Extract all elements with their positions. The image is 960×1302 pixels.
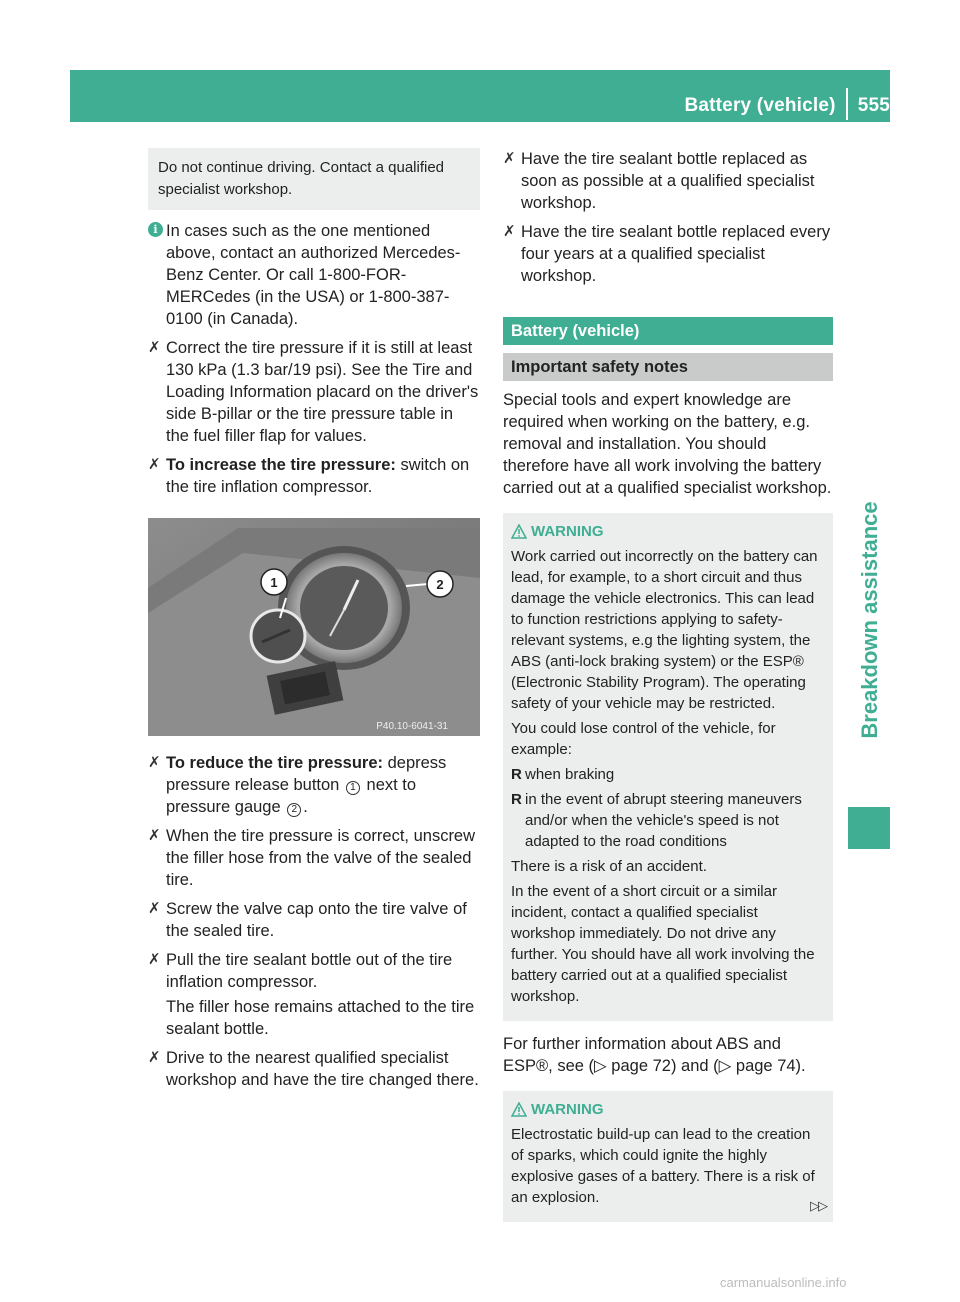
step-bold: To reduce the tire pressure: (166, 754, 384, 772)
warning-text: In the event of a short circuit or a similar incident, contact a qualified specialist workshop immediately. Do not drive any further. You should have all work involving the battery carried out at a qualified specialist workshop. (511, 883, 815, 1005)
step-text: Have the tire sealant bottle replaced every four years at a qualified specialist workshop. (521, 223, 831, 285)
photo-code: P40.10-6041-31 (376, 721, 448, 732)
warning-text: You could lose control of the vehicle, for example: (511, 720, 776, 758)
step-text: switch on the tire inflation compressor. (166, 456, 470, 496)
side-tab-label: Breakdown assistance (857, 501, 882, 739)
left-column (148, 148, 480, 1098)
warning-text: Work carried out incorrectly on the battery can lead, for example, to a short circuit and thus damage the vehicle electronics. This can lead to function restrictions applying to safety-relevant systems, e.g the lighting system, the ABS (anti-lock braking system) or the ESP® (Electronic Stability Program). The operating safety of your vehicle may be restricted. (511, 548, 818, 712)
warning-triangle-icon (511, 1102, 527, 1117)
header-title: Battery (vehicle) (684, 95, 836, 116)
callout-1: 1 (270, 575, 278, 590)
further-info-paragraph: For further information about ABS and ESP®, see (▷ page 72) and (▷ page 74). (503, 1035, 806, 1075)
intro-paragraph: Special tools and expert knowledge are required when working on the battery, e.g. removal and installation. You should therefore have all work involving the battery carried out at a qualified specialist workshop. (503, 391, 832, 497)
bullet-item (511, 764, 825, 785)
step-arrow-icon: ✗ (503, 223, 516, 240)
step-item (503, 148, 833, 214)
right-column (503, 148, 833, 1234)
info-text: In cases such as the one mentioned above, contact an authorized Mercedes-Benz Center. Or call 1-800-FOR-MERCedes (in the USA) or 1-800-387-0100 (in Canada). (166, 222, 461, 328)
step-text: next to pressure gauge (166, 776, 417, 816)
warning-title (511, 1099, 825, 1120)
step-text: Screw the valve cap onto the tire valve of the sealed tire. (166, 900, 467, 940)
step-arrow-icon: ✗ (148, 339, 161, 356)
page-number: 555 (857, 95, 890, 116)
bullet-icon: R (511, 766, 522, 783)
compressor-photo (148, 518, 480, 736)
step-bold: To increase the tire pressure: (166, 456, 396, 474)
warning-box (503, 513, 833, 1021)
step-text: Drive to the nearest qualified specialist workshop and have the tire changed there. (166, 1049, 479, 1089)
note-box: Do not continue driving. Contact a qualified specialist workshop. (148, 148, 480, 210)
warning-title-text: WARNING (531, 523, 604, 540)
step-text: . (303, 798, 308, 816)
warning-triangle-icon (511, 524, 527, 539)
step-item (503, 221, 833, 287)
bullet-text: in the event of abrupt steering maneuvers and/or when the vehicle's speed is not adapted to the road conditions (525, 791, 802, 850)
section-heading: Battery (vehicle) (503, 317, 833, 345)
step-item (148, 949, 480, 993)
step-subtext: The filler hose remains attached to the tire sealant bottle. (166, 998, 475, 1038)
step-arrow-icon: ✗ (148, 754, 161, 771)
bullet-text: when braking (525, 766, 615, 783)
step-item (148, 898, 480, 942)
step-text: Have the tire sealant bottle replaced as soon as possible at a qualified specialist workshop. (521, 150, 815, 212)
header-separator (846, 88, 848, 120)
step-item (148, 1047, 480, 1091)
callout-ref-1: 1 (346, 781, 360, 795)
step-arrow-icon: ✗ (503, 150, 516, 167)
callout-ref-2: 2 (287, 803, 301, 817)
step-arrow-icon: ✗ (148, 1049, 161, 1066)
info-note (148, 220, 480, 330)
step-text: depress pressure release button (166, 754, 447, 794)
side-tab-marker (848, 807, 890, 849)
bullet-icon: R (511, 791, 522, 808)
warning-title (511, 521, 825, 542)
warning-text: There is a risk of an accident. (511, 858, 707, 875)
step-text: Pull the tire sealant bottle out of the tire inflation compressor. (166, 951, 453, 991)
step-arrow-icon: ✗ (148, 456, 161, 473)
warning-title-text: WARNING (531, 1101, 604, 1118)
step-arrow-icon: ✗ (148, 951, 161, 968)
step-item (148, 825, 480, 891)
callout-2: 2 (436, 577, 444, 592)
step-item (148, 454, 480, 498)
step-arrow-icon: ✗ (148, 827, 161, 844)
step-text: When the tire pressure is correct, unscrew the filler hose from the valve of the sealed tire. (166, 827, 476, 889)
warning-box (503, 1091, 833, 1222)
warning-text: Electrostatic build-up can lead to the creation of sparks, which could ignite the highly explosive gases of a battery. There is a risk of an explosion. (511, 1126, 815, 1206)
step-text: Correct the tire pressure if it is still at least 130 kPa (1.3 bar/19 psi). See the Tire and Loading Information placard on the driver's side B-pillar or the tire pressure table in the fuel filler flap for values. (166, 339, 479, 445)
info-icon: i (148, 222, 163, 237)
watermark: carmanualsonline.info (720, 1275, 847, 1290)
step-arrow-icon: ✗ (148, 900, 161, 917)
subsection-heading: Important safety notes (503, 353, 833, 381)
step-item (148, 337, 480, 447)
continued-marker: ▷▷ (810, 1198, 826, 1213)
bullet-item (511, 789, 825, 852)
running-header (684, 88, 890, 120)
step-item (148, 752, 480, 818)
